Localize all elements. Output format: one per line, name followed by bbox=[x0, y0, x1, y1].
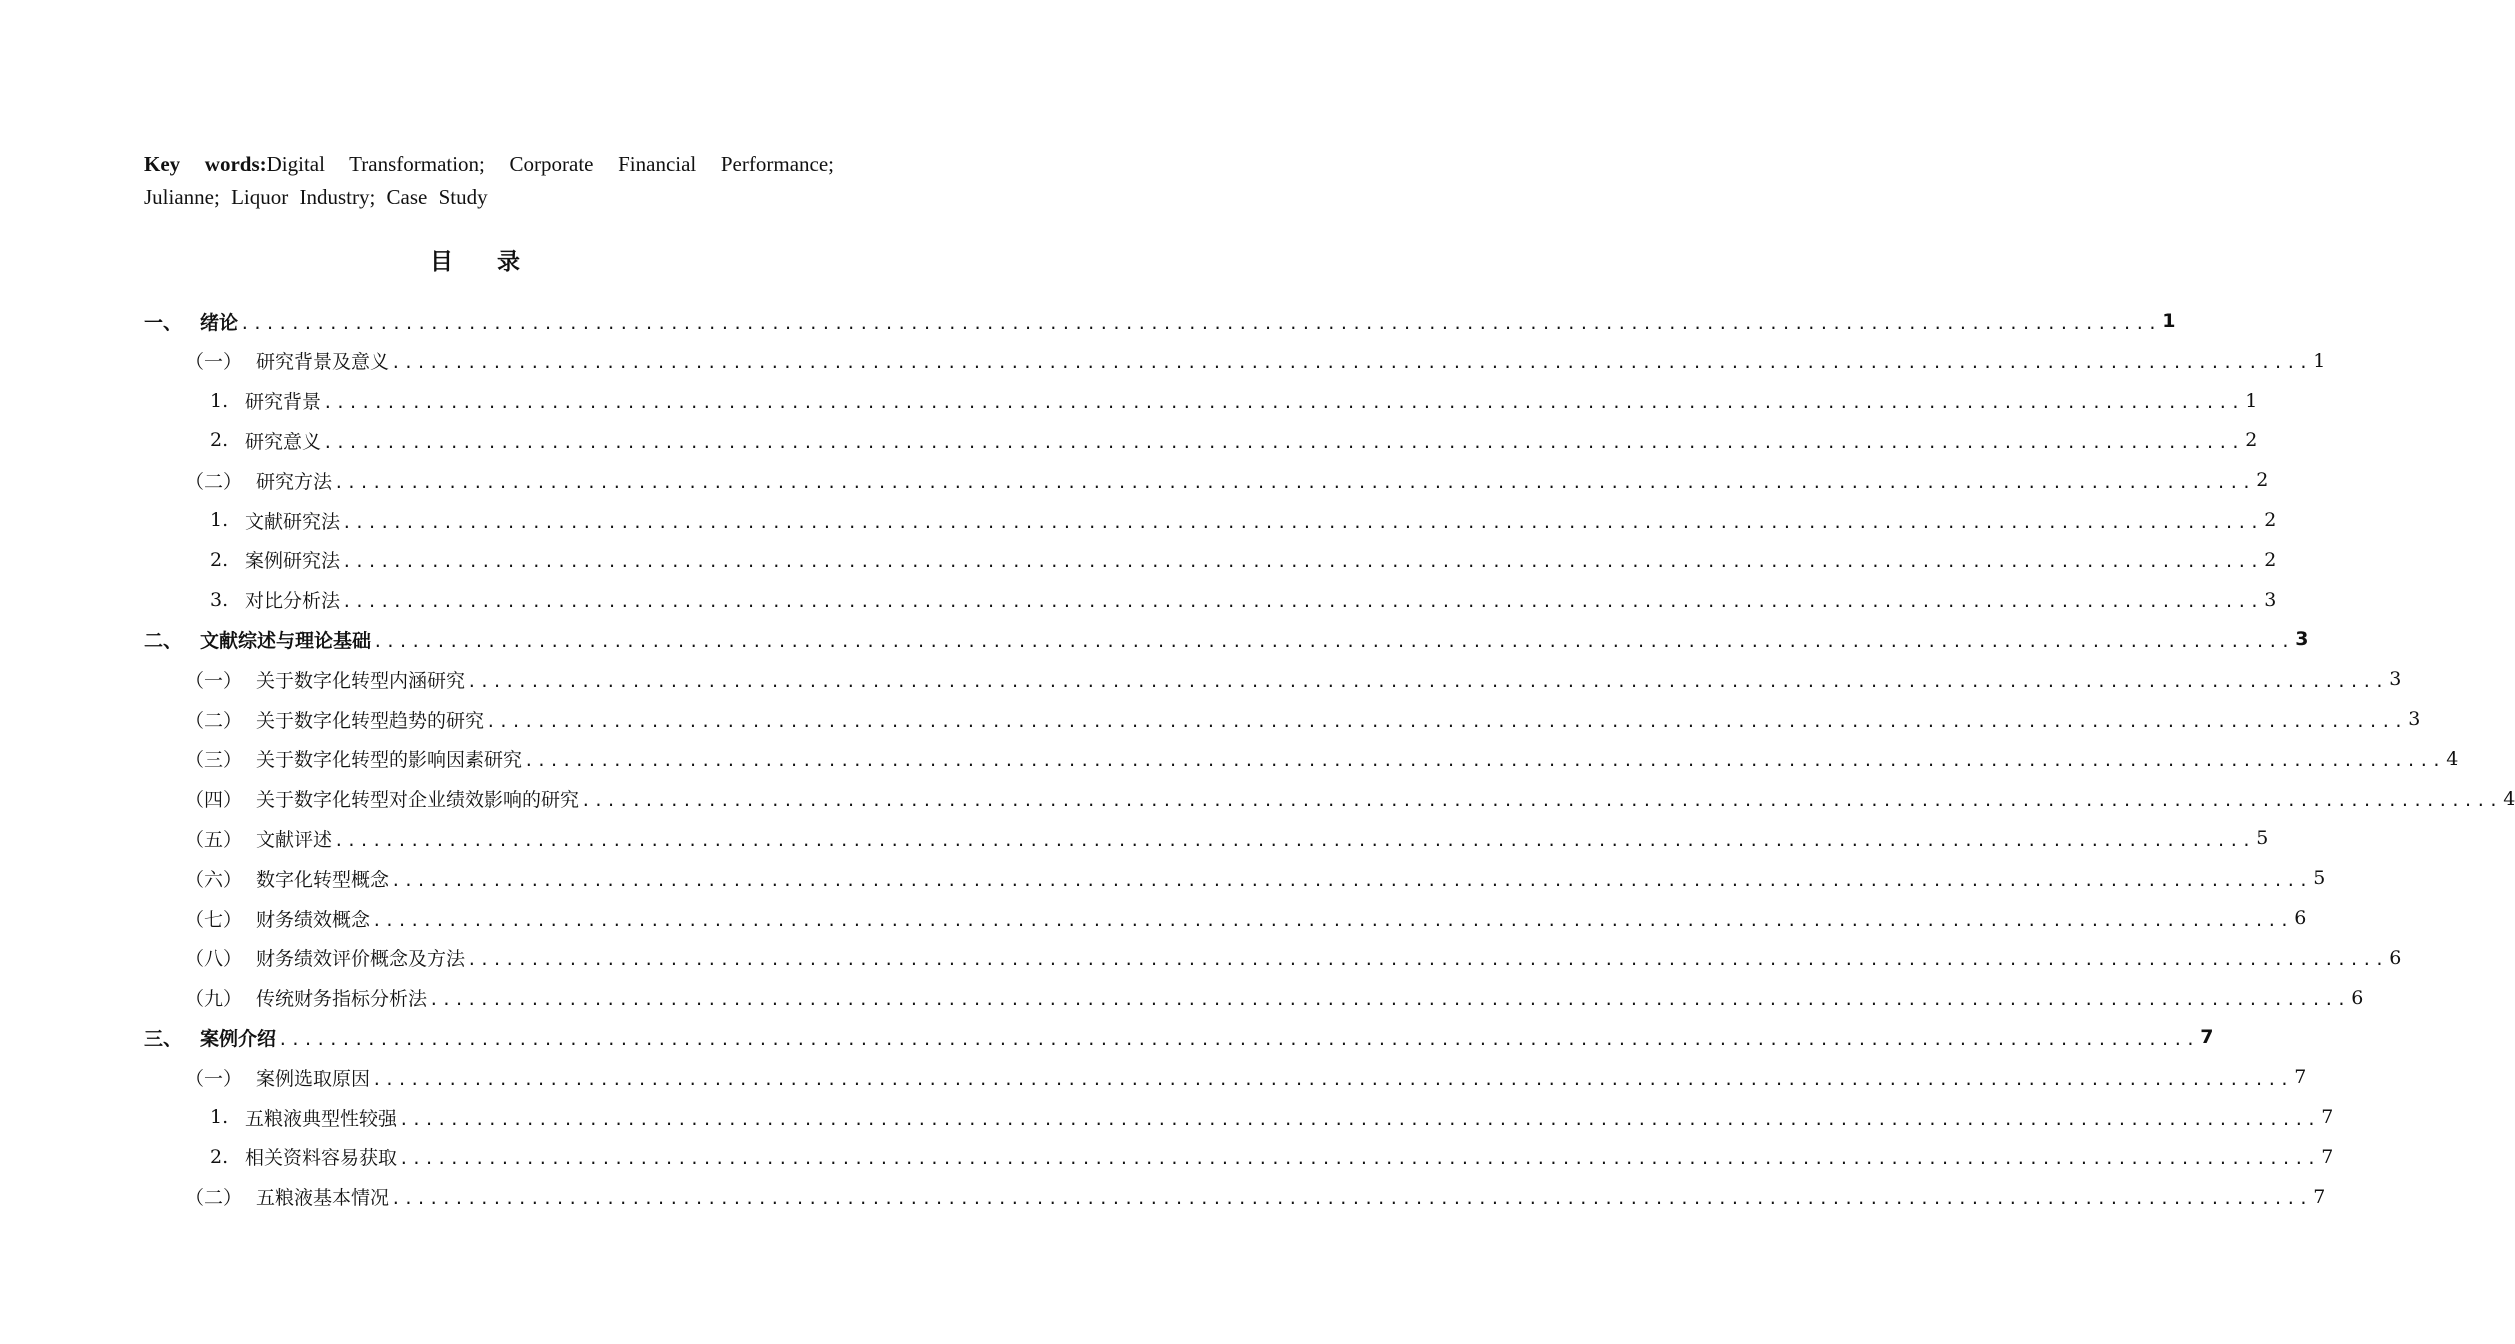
toc-entry-title: 相关资料容易获取 bbox=[245, 1147, 398, 1170]
toc-entry-number: 3. bbox=[210, 588, 229, 611]
toc-entry[interactable] bbox=[185, 699, 2421, 739]
toc-entry-number: （二） bbox=[185, 470, 243, 493]
toc-dot-leader: ........................................................................................................................................................ bbox=[391, 870, 2312, 890]
toc-entry-number: （三） bbox=[185, 749, 243, 772]
toc-entry[interactable] bbox=[210, 580, 2277, 620]
toc-dot-leader: ........................................................................................................................................................ bbox=[429, 990, 2350, 1010]
toc-entry-page-number: 7 bbox=[2321, 1145, 2334, 1168]
toc-entry-page-number: 2 bbox=[2264, 509, 2277, 531]
toc-entry-number: （二） bbox=[185, 1187, 243, 1210]
toc-entry-number: （一） bbox=[185, 1067, 243, 1090]
toc-entry-page-number: 1 bbox=[2313, 349, 2326, 372]
toc-dot-leader: ........................................................................................................................................................ bbox=[467, 950, 2388, 970]
toc-entry-page-number: 3 bbox=[2264, 588, 2277, 611]
toc-entry-number: 三、 bbox=[144, 1027, 183, 1050]
toc-dot-leader: ........................................................................................................................................................ bbox=[391, 353, 2312, 373]
toc-dot-leader: ........................................................................................................................................................ bbox=[342, 592, 2263, 612]
toc-entry[interactable] bbox=[185, 938, 2402, 978]
toc-entry-page-number: 2 bbox=[2256, 469, 2269, 492]
toc-entry-number: （一） bbox=[185, 669, 243, 692]
toc-entry[interactable] bbox=[210, 381, 2258, 421]
toc-entry-title: 财务绩效评价概念及方法 bbox=[256, 948, 466, 971]
keywords-paragraph bbox=[144, 148, 834, 214]
toc-entry[interactable] bbox=[185, 659, 2402, 699]
toc-entry-title: 关于数字化转型的影响因素研究 bbox=[256, 749, 523, 772]
toc-dot-leader: ........................................................................................................................................................ bbox=[372, 910, 2293, 930]
toc-entry-page-number: 3 bbox=[2389, 668, 2402, 691]
keywords-line-1 bbox=[144, 148, 834, 181]
toc-entry-number: 2. bbox=[210, 429, 229, 452]
toc-entry[interactable] bbox=[185, 341, 2326, 381]
toc-entry-title: 研究背景及意义 bbox=[256, 351, 390, 374]
toc-entry-page-number: 2 bbox=[2245, 429, 2258, 452]
toc-entry-title: 文献评述 bbox=[256, 828, 333, 851]
toc-entry-title: 对比分析法 bbox=[245, 590, 341, 613]
toc-entry-number: （九） bbox=[185, 988, 243, 1011]
toc-entry[interactable] bbox=[185, 898, 2307, 938]
toc-entry-number: 2. bbox=[210, 548, 229, 571]
toc-entry[interactable] bbox=[185, 818, 2269, 858]
toc-entry-page-number: 6 bbox=[2294, 907, 2307, 929]
toc-entry[interactable] bbox=[210, 1097, 2334, 1137]
toc-entry-page-number: 7 bbox=[2294, 1066, 2307, 1089]
toc-entry[interactable] bbox=[185, 858, 2326, 898]
toc-entry-number: 二、 bbox=[144, 629, 183, 652]
toc-entry-page-number: 4 bbox=[2446, 747, 2459, 770]
toc-entry-number: 1. bbox=[210, 509, 229, 531]
toc-title: 目录 bbox=[430, 249, 564, 275]
toc-entry[interactable] bbox=[210, 420, 2258, 460]
toc-entry-number: （七） bbox=[185, 908, 243, 931]
toc-dot-leader: ........................................................................................................................................................ bbox=[524, 751, 2445, 771]
toc-entry-title: 传统财务指标分析法 bbox=[256, 988, 428, 1011]
keywords-label: Key words: bbox=[144, 152, 267, 176]
toc-dot-leader: ........................................................................................................................................................ bbox=[334, 830, 2255, 850]
toc-entry[interactable] bbox=[185, 460, 2269, 500]
toc-dot-leader: ........................................................................................................................................................ bbox=[334, 472, 2255, 492]
toc-entry-title: 关于数字化转型内涵研究 bbox=[256, 669, 466, 692]
toc-entry-title: 绪论 bbox=[200, 311, 239, 334]
toc-entry-title: 文献研究法 bbox=[245, 510, 341, 533]
toc-entry-number: 2. bbox=[210, 1145, 229, 1168]
toc-dot-leader: ........................................................................................................................................................ bbox=[399, 1149, 2320, 1169]
toc-entry-title: 五粮液基本情况 bbox=[256, 1187, 390, 1210]
toc-entry-page-number: 3 bbox=[2295, 628, 2309, 651]
keywords-text-1: Digital Transformation; Corporate Financial Performance; bbox=[266, 152, 834, 176]
toc-entry[interactable] bbox=[210, 540, 2277, 580]
toc-entry-number: 1. bbox=[210, 1106, 229, 1128]
toc-entry-page-number: 6 bbox=[2389, 946, 2402, 969]
toc-entry-page-number: 1 bbox=[2162, 310, 2176, 332]
toc-entry-number: （八） bbox=[185, 948, 243, 971]
toc-entry-title: 研究方法 bbox=[256, 470, 333, 493]
toc-entry[interactable] bbox=[144, 1017, 2214, 1057]
toc-dot-leader: ........................................................................................................................................................ bbox=[372, 1069, 2293, 1089]
toc-entry[interactable] bbox=[185, 1177, 2326, 1217]
toc-entry-number: （二） bbox=[185, 709, 243, 732]
toc-entry-page-number: 4 bbox=[2503, 787, 2515, 810]
toc-entry-page-number: 1 bbox=[2245, 389, 2258, 412]
toc-entry-title: 关于数字化转型趋势的研究 bbox=[256, 709, 485, 732]
toc-entry-title: 案例介绍 bbox=[200, 1027, 277, 1050]
toc-entry[interactable] bbox=[144, 619, 2309, 659]
toc-entry-number: （五） bbox=[185, 828, 243, 851]
toc-entry-number: 一、 bbox=[144, 311, 183, 334]
toc-entry[interactable] bbox=[210, 1137, 2334, 1177]
toc-dot-leader: ........................................................................................................................................................ bbox=[342, 552, 2263, 572]
toc-dot-leader: ........................................................................................................................................................ bbox=[240, 313, 2161, 333]
toc-entry-page-number: 7 bbox=[2321, 1106, 2334, 1128]
toc-dot-leader: ........................................................................................................................................................ bbox=[467, 671, 2388, 691]
toc-dot-leader: ........................................................................................................................................................ bbox=[486, 711, 2407, 731]
toc-entry-page-number: 5 bbox=[2313, 867, 2326, 890]
toc-entry-page-number: 2 bbox=[2264, 548, 2277, 571]
toc-dot-leader: ........................................................................................................................................................ bbox=[278, 1029, 2199, 1049]
toc-entry[interactable] bbox=[185, 978, 2364, 1018]
toc-entry-page-number: 7 bbox=[2200, 1026, 2214, 1049]
toc-dot-leader: ........................................................................................................................................................ bbox=[399, 1109, 2320, 1129]
keywords-line-2: Julianne; Liquor Industry; Case Study bbox=[144, 185, 488, 209]
toc-entry-number: （六） bbox=[185, 868, 243, 891]
toc-entry-number: 1. bbox=[210, 389, 229, 412]
toc-entry-number: （一） bbox=[185, 351, 243, 374]
toc-entry-title: 案例选取原因 bbox=[256, 1067, 371, 1090]
toc-entry-title: 案例研究法 bbox=[245, 550, 341, 573]
toc-dot-leader: ........................................................................................................................................................ bbox=[323, 432, 2244, 452]
toc-entry-number: （四） bbox=[185, 789, 243, 812]
toc-dot-leader: ........................................................................................................................................................ bbox=[581, 791, 2502, 811]
toc-entry-title: 研究意义 bbox=[245, 430, 322, 453]
toc-entry-title: 研究背景 bbox=[245, 391, 322, 414]
toc-entry[interactable] bbox=[144, 301, 2176, 341]
toc-dot-leader: ........................................................................................................................................................ bbox=[323, 393, 2244, 413]
toc-dot-leader: ........................................................................................................................................................ bbox=[391, 1189, 2312, 1209]
toc-entry[interactable] bbox=[185, 779, 2515, 819]
toc-entry[interactable] bbox=[185, 739, 2459, 779]
toc-entry-title: 数字化转型概念 bbox=[256, 868, 390, 891]
toc-entry-page-number: 7 bbox=[2313, 1185, 2326, 1208]
toc-dot-leader: ........................................................................................................................................................ bbox=[342, 512, 2263, 532]
toc-entry-page-number: 6 bbox=[2351, 986, 2364, 1009]
toc-entry-title: 文献综述与理论基础 bbox=[200, 629, 372, 652]
toc-entry-page-number: 5 bbox=[2256, 827, 2269, 850]
toc-entry-page-number: 3 bbox=[2408, 708, 2421, 730]
toc-dot-leader: ........................................................................................................................................................ bbox=[373, 631, 2294, 651]
toc-entry-title: 五粮液典型性较强 bbox=[245, 1107, 398, 1130]
toc-entry-title: 财务绩效概念 bbox=[256, 908, 371, 931]
toc-entry[interactable] bbox=[210, 500, 2277, 540]
toc-entry[interactable] bbox=[185, 1057, 2307, 1097]
toc-entry-title: 关于数字化转型对企业绩效影响的研究 bbox=[256, 789, 580, 812]
